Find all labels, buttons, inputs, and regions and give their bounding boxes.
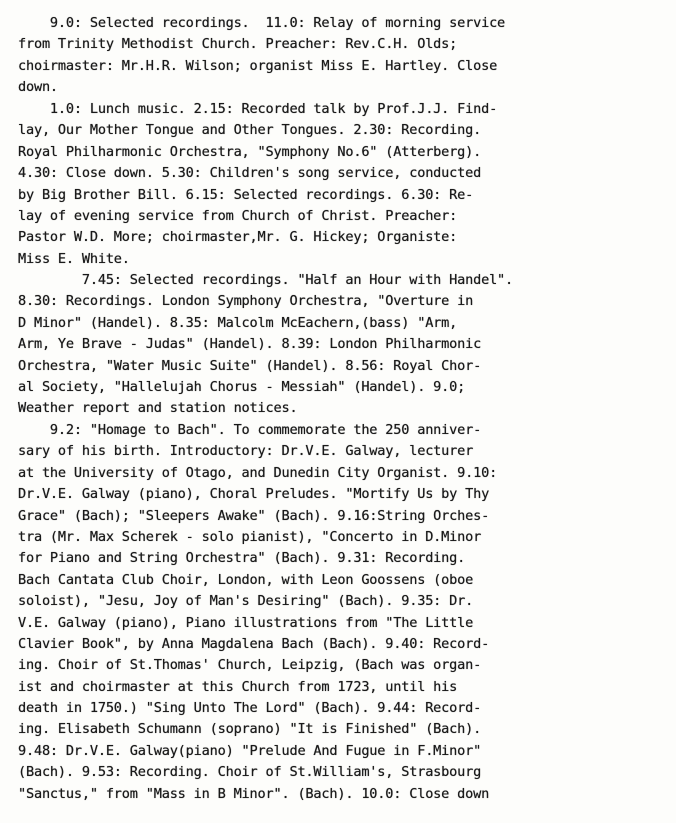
text-line: Bach Cantata Club Choir, London, with Leon Goossens (oboe <box>18 571 474 588</box>
text-line: Orchestra, "Water Music Suite" (Handel). 8.56: Royal Chor- <box>18 357 482 374</box>
text-line: D Minor" (Handel). 8.35: Malcolm McEachern,(bass) "Arm, <box>18 314 458 331</box>
text-line: Clavier Book", by Anna Magdalena Bach (Bach). 9.40: Record- <box>18 635 490 652</box>
paragraph-handel <box>18 270 668 420</box>
text-line: ing. Choir of St.Thomas' Church, Leipzig, (Bach was organ- <box>18 657 482 674</box>
text-line: Grace" (Bach); "Sleepers Awake" (Bach). 9.16:String Orches- <box>18 507 490 524</box>
paragraph-morning <box>18 13 668 99</box>
text-line: sary of his birth. Introductory: Dr.V.E. Galway, lecturer <box>18 443 474 460</box>
paragraph-afternoon <box>18 99 668 270</box>
text-line: death in 1750.) "Sing Unto The Lord" (Bach). 9.44: Record- <box>18 700 482 717</box>
text-line: Pastor W.D. More; choirmaster,Mr. G. Hickey; Organiste: <box>18 229 458 246</box>
paragraph-bach <box>18 420 668 805</box>
text-line: 8.30: Recordings. London Symphony Orchestra, "Overture in <box>18 293 474 310</box>
text-line: ing. Elisabeth Schumann (soprano) "It is Finished" (Bach). <box>18 721 482 738</box>
text-line: Dr.V.E. Galway (piano), Choral Preludes. "Mortify Us by Thy <box>18 486 490 503</box>
text-line: "Sanctus," from "Mass in B Minor". (Bach). 10.0: Close down <box>18 785 490 802</box>
text-line: 9.2: "Homage to Bach". To commemorate the 250 anniver- <box>18 422 482 438</box>
text-line: 7.45: Selected recordings. "Half an Hour with Handel". <box>18 272 514 288</box>
text-line: 9.48: Dr.V.E. Galway(piano) "Prelude And Fugue in F.Minor" <box>18 742 482 759</box>
text-line: Miss E. White. <box>18 250 130 267</box>
text-line: Weather report and station notices. <box>18 400 298 417</box>
text-line: (Bach). 9.53: Recording. Choir of St.William's, Strasbourg <box>18 764 482 781</box>
text-line: soloist), "Jesu, Joy of Man's Desiring" (Bach). 9.35: Dr. <box>18 593 474 610</box>
text-line: Arm, Ye Brave - Judas" (Handel). 8.39: London Philharmonic <box>18 336 482 353</box>
text-line: for Piano and String Orchestra" (Bach). 9.31: Recording. <box>18 550 466 567</box>
text-line: tra (Mr. Max Scherek - solo pianist), "Concerto in D.Minor <box>18 528 482 545</box>
text-line: down. <box>18 79 58 96</box>
text-line: by Big Brother Bill. 6.15: Selected recordings. 6.30: Re- <box>18 186 474 203</box>
text-line: lay of evening service from Church of Christ. Preacher: <box>18 207 458 224</box>
text-line: 1.0: Lunch music. 2.15: Recorded talk by Prof.J.J. Find- <box>18 101 498 117</box>
text-line: ist and choirmaster at this Church from 1723, until his <box>18 678 458 695</box>
text-line: from Trinity Methodist Church. Preacher: Rev.C.H. Olds; <box>18 36 458 53</box>
text-line: 9.0: Selected recordings. 11.0: Relay of morning service <box>18 15 506 31</box>
text-line: Royal Philharmonic Orchestra, "Symphony No.6" (Atterberg). <box>18 143 482 160</box>
text-line: at the University of Otago, and Dunedin City Organist. 9.10: <box>18 464 498 481</box>
text-line: choirmaster: Mr.H.R. Wilson; organist Miss E. Hartley. Close <box>18 57 498 74</box>
text-line: V.E. Galway (piano), Piano illustrations from "The Little <box>18 614 474 631</box>
text-line: 4.30: Close down. 5.30: Children's song service, conducted <box>18 165 482 182</box>
text-line: al Society, "Hallelujah Chorus - Messiah" (Handel). 9.0; <box>18 378 466 395</box>
text-line: lay, Our Mother Tongue and Other Tongues. 2.30: Recording. <box>18 122 482 139</box>
